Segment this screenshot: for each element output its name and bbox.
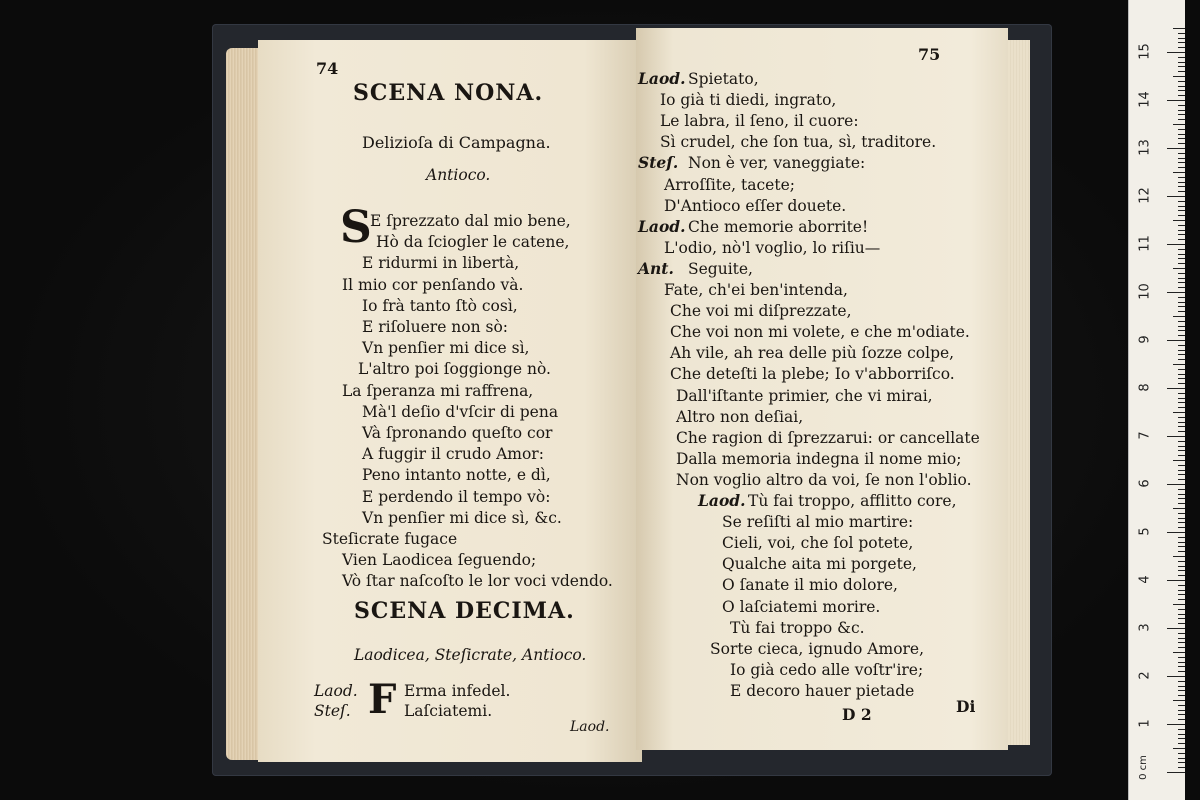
ruler-tick (1178, 614, 1185, 615)
ruler-tick (1178, 71, 1185, 72)
dialogue-text: Sì crudel, che ſon tua, sì, traditore. (660, 133, 937, 152)
ruler-tick (1178, 258, 1185, 259)
ruler-tick (1178, 62, 1185, 63)
ruler-tick (1178, 330, 1185, 331)
ruler-tick (1178, 114, 1185, 115)
ruler-tick (1178, 498, 1185, 499)
ruler-tick (1178, 662, 1185, 663)
ruler-tick (1178, 710, 1185, 711)
ruler-tick (1173, 316, 1185, 317)
ruler-tick (1178, 354, 1185, 355)
ruler-tick (1178, 618, 1185, 619)
dialogue-text: O ſanate il mio dolore, (722, 576, 898, 595)
ruler-tick (1178, 311, 1185, 312)
dialogue-text: O laſciatemi morire. (722, 597, 881, 616)
dialogue-speaker: Laod. (638, 69, 686, 88)
verse-line: Hò da ſciogler le catene, (376, 233, 570, 252)
ruler-tick (1178, 282, 1185, 283)
ruler-tick (1178, 47, 1185, 48)
verse-line: Il mio cor penſando và. (342, 275, 524, 294)
ruler-tick (1173, 412, 1185, 413)
ruler-tick (1178, 225, 1185, 226)
ruler-tick (1178, 254, 1185, 255)
ruler-tick (1178, 657, 1185, 658)
ruler-tick (1178, 191, 1185, 192)
ruler-number: 12 (1137, 187, 1153, 204)
dialogue-text: Fate, ch'ei ben'intenda, (664, 281, 848, 299)
ruler-tick (1178, 86, 1185, 87)
scene-setting: Delizioſa di Campagna. (362, 133, 551, 152)
ruler-tick (1178, 527, 1185, 528)
dialogue-text: Dall'iſtante primier, che vi mirai, (676, 386, 933, 405)
ruler-tick (1178, 599, 1185, 600)
ruler-tick (1178, 42, 1185, 43)
dialogue-text: E decoro hauer pietade (730, 681, 915, 700)
dialogue-text: Io già ti diedi, ingrato, (660, 91, 837, 110)
scene-title: SCENA NONA. (353, 80, 544, 106)
ruler-number: 6 (1137, 479, 1153, 488)
ruler-tick (1167, 100, 1185, 101)
ruler-number: 3 (1137, 623, 1153, 632)
dialogue-text: Se reſiſti al mio martire: (722, 513, 914, 532)
verse-line: Peno intanto notte, e dì, (362, 466, 551, 485)
ruler-tick (1178, 642, 1185, 643)
ruler-tick (1178, 402, 1185, 403)
ruler-tick (1178, 33, 1185, 34)
ruler-tick (1173, 748, 1185, 749)
dialogue-text: Altro non deſiai, (676, 407, 804, 426)
ruler-tick (1178, 551, 1185, 552)
ruler-tick (1178, 465, 1185, 466)
ruler-tick (1178, 455, 1185, 456)
ruler-tick (1167, 388, 1185, 389)
ruler-tick (1178, 186, 1185, 187)
ruler-tick (1178, 81, 1185, 82)
ruler-tick (1178, 153, 1185, 154)
dialogue-text: Le labra, il ſeno, il cuore: (660, 112, 859, 131)
verse-line: Vien Laodicea ſeguendo; (342, 551, 537, 570)
ruler-tick (1178, 167, 1185, 168)
ruler-tick (1178, 278, 1185, 279)
ruler-number: 8 (1137, 383, 1153, 392)
ruler-tick (1178, 138, 1185, 139)
ruler-tick (1178, 686, 1185, 687)
dialogue-text: Che ragion di ſprezzarui: or cancellate (676, 428, 980, 447)
ruler-tick (1173, 556, 1185, 557)
ruler-number: 4 (1137, 575, 1153, 584)
ruler-tick (1178, 738, 1185, 739)
dialogue-text: Seguite, (688, 259, 753, 278)
ruler-tick (1178, 570, 1185, 571)
ruler-tick (1167, 292, 1185, 293)
ruler-tick (1178, 234, 1185, 235)
verse-line: La ſperanza mi raffrena, (342, 381, 534, 400)
ruler-tick (1178, 215, 1185, 216)
ruler-tick (1178, 503, 1185, 504)
dialogue-speaker: Laod. (698, 491, 746, 510)
ruler-tick (1173, 124, 1185, 125)
ruler-tick (1178, 441, 1185, 442)
verse-line: Vn penſier mi dice sì, &c. (362, 508, 562, 527)
ruler-tick (1178, 201, 1185, 202)
ruler-tick (1178, 321, 1185, 322)
dialogue-text: Laſciatemi. (404, 702, 493, 720)
ruler-tick (1178, 743, 1185, 744)
ruler-number: 7 (1137, 431, 1153, 440)
ruler-tick (1178, 210, 1185, 211)
ruler-tick (1178, 633, 1185, 634)
verse-line: Steſicrate fugace (322, 530, 458, 548)
ruler-tick (1167, 724, 1185, 725)
ruler-tick (1178, 705, 1185, 706)
dialogue-text: Non è ver, vaneggiate: (688, 154, 866, 173)
ruler-tick (1178, 594, 1185, 595)
dialogue-text: Che voi non mi volete, e che m'odiate. (670, 323, 970, 342)
dialogue-text: Che memorie aborrite! (688, 217, 869, 236)
ruler-tick (1178, 426, 1185, 427)
ruler-tick (1178, 590, 1185, 591)
ruler-tick (1178, 417, 1185, 418)
dialogue-text: Tù fai troppo, afflitto core, (748, 492, 957, 510)
ruler-tick (1178, 38, 1185, 39)
signature-mark: D 2 (842, 705, 872, 724)
ruler-tick (1178, 753, 1185, 754)
ruler-tick (1178, 666, 1185, 667)
ruler-tick (1178, 230, 1185, 231)
dialogue-speaker: Steſ. (314, 702, 351, 720)
scene-title: SCENA DECIMA. (354, 598, 575, 624)
ruler-tick (1178, 474, 1185, 475)
verse-line: E ridurmi in libertà, (362, 254, 520, 273)
verse-line: A fuggir il crudo Amor: (362, 445, 544, 464)
ruler-number: 2 (1137, 671, 1153, 680)
dialogue-text: Dalla memoria indegna il nome mio; (676, 449, 962, 468)
ruler-tick (1178, 66, 1185, 67)
ruler-tick (1167, 772, 1185, 773)
ruler-tick (1178, 690, 1185, 691)
ruler-tick (1178, 585, 1185, 586)
ruler-number: 1 (1137, 719, 1153, 728)
ruler-tick (1178, 714, 1185, 715)
ruler-tick (1178, 489, 1185, 490)
ruler-number: 14 (1137, 91, 1153, 108)
verse-line: Mà'l deſio d'vſcir di pena (362, 402, 559, 421)
ruler-tick (1178, 326, 1185, 327)
drop-cap: F (368, 676, 397, 723)
catchword: Di (956, 697, 976, 716)
ruler-tick (1178, 522, 1185, 523)
ruler-tick (1178, 378, 1185, 379)
ruler-tick (1167, 340, 1185, 341)
scene-cast: Laodicea, Steſicrate, Antioco. (354, 646, 587, 664)
ruler-unit: 0 cm (1137, 755, 1149, 780)
dialogue-text: Arroſſite, tacete; (664, 175, 795, 194)
ruler-tick (1178, 302, 1185, 303)
dialogue-text: Che voi mi diſprezzate, (670, 302, 852, 321)
verse-line: Vn penſier mi dice sì, (362, 339, 530, 358)
ruler-number: 9 (1137, 335, 1153, 344)
dialogue-speaker: Steſ. (638, 153, 679, 173)
ruler-tick (1178, 350, 1185, 351)
ruler-number: 15 (1137, 43, 1153, 60)
dialogue-text: Io già cedo alle voſtr'ire; (730, 660, 924, 679)
ruler-tick (1167, 436, 1185, 437)
ruler-number: 5 (1137, 527, 1153, 536)
ruler-tick (1178, 105, 1185, 106)
verse-line: E ſprezzato dal mio bene, (370, 212, 571, 230)
verse-line: Vò ſtar naſcoſto le lor voci vdendo. (342, 572, 613, 591)
ruler-tick (1167, 244, 1185, 245)
ruler-tick (1178, 537, 1185, 538)
right-page (636, 28, 1008, 750)
ruler-tick (1178, 335, 1185, 336)
ruler-tick (1178, 758, 1185, 759)
ruler-tick (1178, 681, 1185, 682)
ruler-tick (1178, 398, 1185, 399)
ruler-tick (1178, 566, 1185, 567)
ruler-tick (1178, 695, 1185, 696)
ruler-tick (1178, 345, 1185, 346)
ruler-tick (1178, 734, 1185, 735)
ruler-tick (1173, 28, 1185, 29)
ruler-tick (1178, 57, 1185, 58)
ruler-tick (1178, 297, 1185, 298)
ruler-number: 11 (1137, 235, 1153, 252)
dialogue-text: D'Antioco eſſer douete. (664, 196, 847, 215)
dialogue-speaker: Laod. (638, 216, 686, 236)
ruler-tick (1178, 158, 1185, 159)
ruler-tick (1178, 182, 1185, 183)
ruler-tick (1178, 393, 1185, 394)
measuring-ruler (1128, 0, 1185, 800)
ruler-tick (1178, 206, 1185, 207)
dialogue-text: Tù fai troppo &c. (730, 618, 865, 637)
ruler-tick (1178, 561, 1185, 562)
ruler-tick (1173, 700, 1185, 701)
ruler-tick (1173, 76, 1185, 77)
drop-cap: S (340, 202, 372, 253)
ruler-tick (1178, 287, 1185, 288)
ruler-tick (1178, 609, 1185, 610)
ruler-tick (1178, 450, 1185, 451)
ruler-tick (1167, 52, 1185, 53)
page-number: 74 (316, 59, 339, 78)
dialogue-text: L'odio, nò'l voglio, lo riſiu— (664, 238, 881, 257)
ruler-tick (1178, 263, 1185, 264)
ruler-tick (1178, 767, 1185, 768)
ruler-tick (1167, 676, 1185, 677)
ruler-tick (1173, 604, 1185, 605)
ruler-tick (1178, 479, 1185, 480)
verse-line: L'altro poi ſoggionge nò. (358, 360, 551, 379)
ruler-tick (1178, 90, 1185, 91)
ruler-tick (1167, 628, 1185, 629)
dialogue-text: Spietato, (688, 70, 759, 88)
ruler-tick (1178, 647, 1185, 648)
ruler-tick (1178, 110, 1185, 111)
ruler-tick (1178, 542, 1185, 543)
verse-line: E perdendo il tempo vò: (362, 487, 551, 506)
ruler-tick (1178, 143, 1185, 144)
dialogue-text: Sorte cieca, ignudo Amore, (710, 639, 925, 658)
verse-line: Và ſpronando queſto cor (362, 424, 553, 442)
ruler-tick (1178, 95, 1185, 96)
ruler-tick (1173, 268, 1185, 269)
ruler-tick (1178, 446, 1185, 447)
verse-line: Io frà tanto ſtò così, (362, 296, 518, 315)
ruler-tick (1178, 729, 1185, 730)
ruler-tick (1178, 494, 1185, 495)
ruler-tick (1178, 239, 1185, 240)
ruler-tick (1178, 374, 1185, 375)
catchword: Laod. (570, 719, 610, 735)
dialogue-text: Ah vile, ah rea delle più ſozze colpe, (670, 344, 955, 363)
ruler-tick (1178, 719, 1185, 720)
ruler-tick (1173, 364, 1185, 365)
ruler-tick (1173, 652, 1185, 653)
ruler-tick (1167, 580, 1185, 581)
ruler-tick (1178, 546, 1185, 547)
ruler-tick (1178, 359, 1185, 360)
ruler-tick (1178, 470, 1185, 471)
ruler-tick (1178, 671, 1185, 672)
ruler-number: 10 (1137, 283, 1153, 300)
ruler-tick (1178, 177, 1185, 178)
dialogue-text: Erma infedel. (404, 682, 511, 700)
dialogue-text: Non voglio altro da voi, ſe non l'oblio. (676, 470, 972, 489)
ruler-tick (1178, 273, 1185, 274)
dialogue-speaker: Ant. (638, 258, 674, 278)
page-number: 75 (918, 45, 941, 64)
ruler-tick (1178, 518, 1185, 519)
ruler-tick (1178, 638, 1185, 639)
dialogue-text: Qualche aita mi porgete, (722, 555, 917, 574)
ruler-tick (1178, 383, 1185, 384)
ruler-tick (1178, 134, 1185, 135)
ruler-tick (1167, 148, 1185, 149)
ruler-tick (1167, 484, 1185, 485)
dialogue-text: Che deteſti la plebe; Io v'abborriſco. (670, 365, 955, 384)
ruler-tick (1178, 162, 1185, 163)
dialogue-speaker: Laod. (314, 682, 358, 700)
ruler-tick (1178, 762, 1185, 763)
verse-line: E riſoluere non sò: (362, 318, 509, 336)
ruler-tick (1178, 623, 1185, 624)
dialogue-text: Cieli, voi, che ſol potete, (722, 534, 914, 553)
ruler-tick (1173, 172, 1185, 173)
ruler-tick (1178, 249, 1185, 250)
ruler-tick (1178, 422, 1185, 423)
ruler-tick (1173, 460, 1185, 461)
ruler-number: 13 (1137, 139, 1153, 156)
ruler-tick (1178, 119, 1185, 120)
ruler-tick (1167, 196, 1185, 197)
ruler-tick (1178, 129, 1185, 130)
scene-speaker: Antioco. (426, 166, 491, 184)
ruler-tick (1167, 532, 1185, 533)
ruler-tick (1178, 431, 1185, 432)
ruler-tick (1173, 508, 1185, 509)
ruler-tick (1178, 369, 1185, 370)
ruler-tick (1178, 407, 1185, 408)
left-page (258, 40, 642, 762)
ruler-tick (1178, 306, 1185, 307)
ruler-tick (1173, 220, 1185, 221)
ruler-tick (1178, 575, 1185, 576)
ruler-tick (1178, 513, 1185, 514)
